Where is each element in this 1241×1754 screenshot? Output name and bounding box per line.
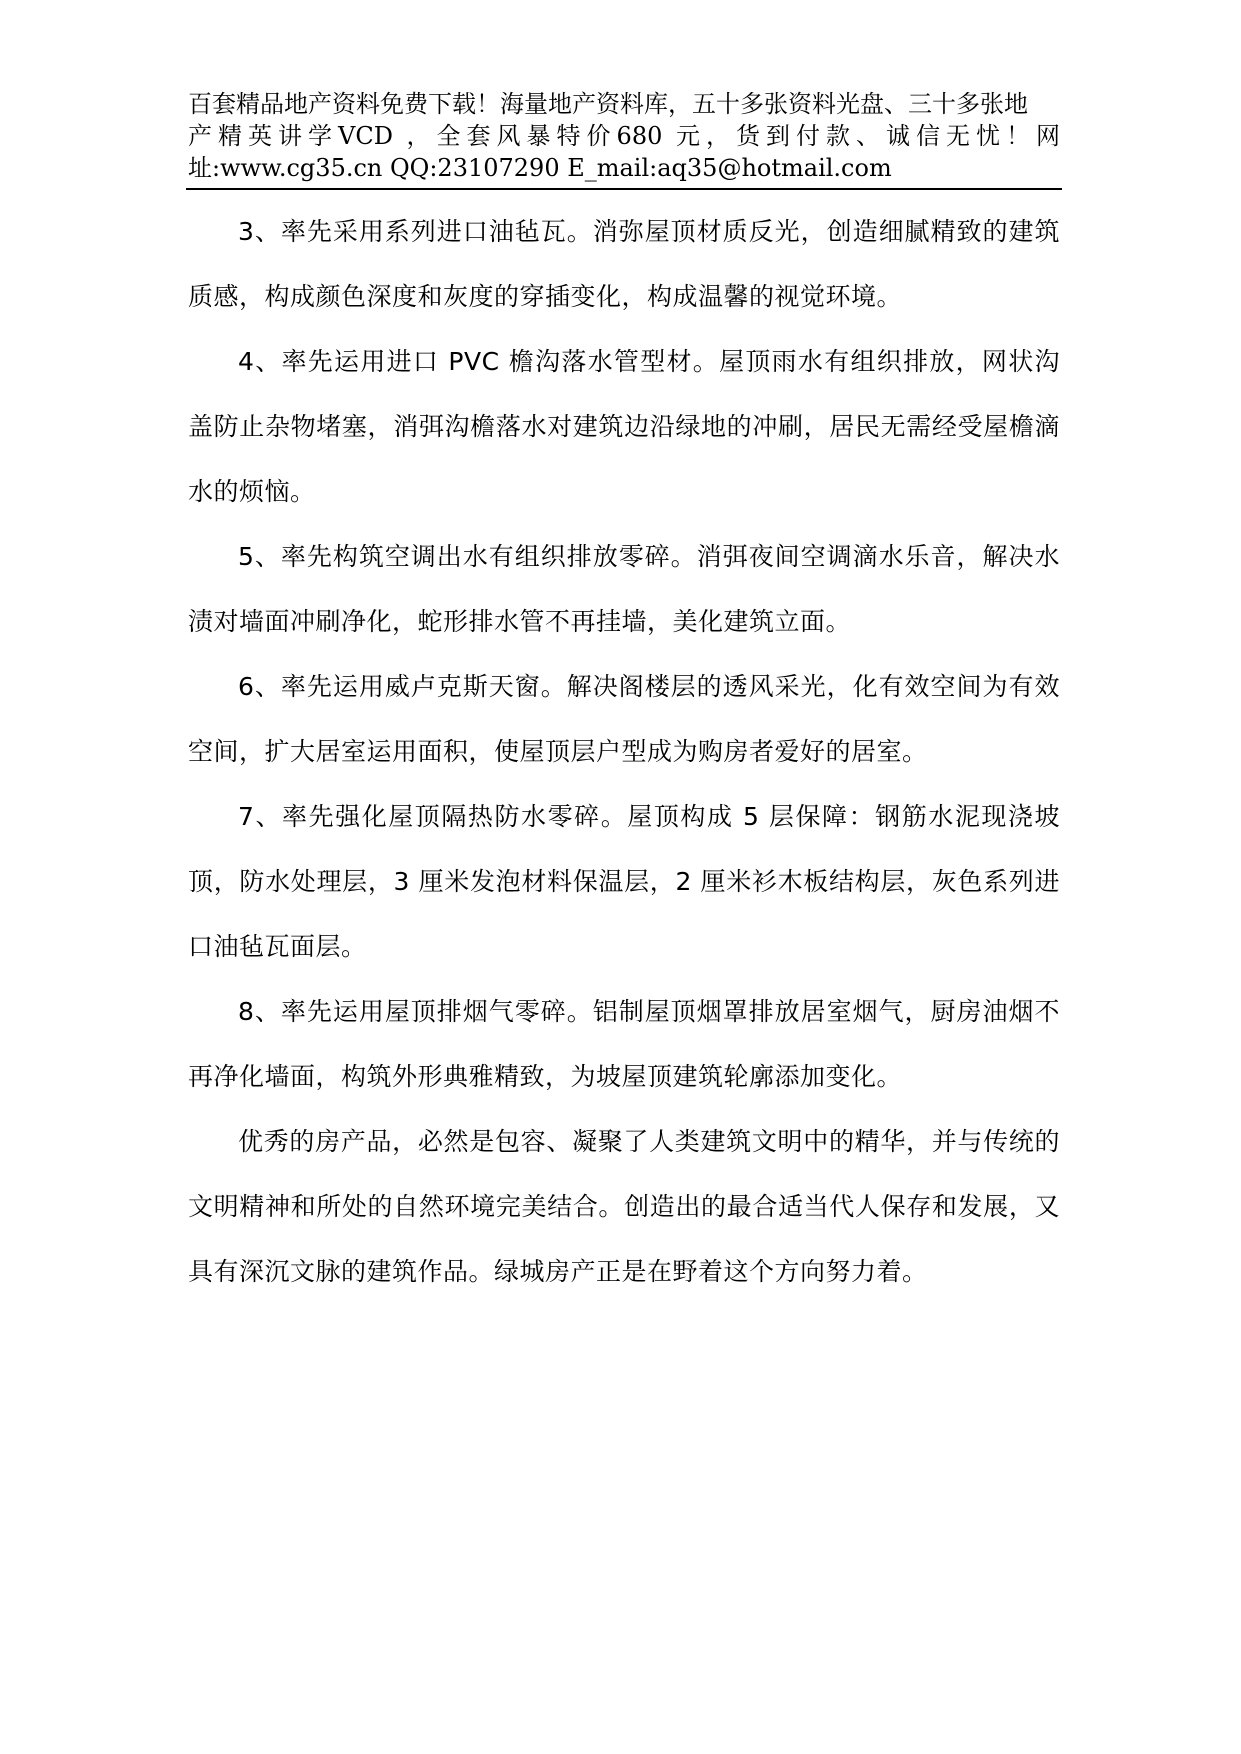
paragraph-conclusion: 优秀的房产品，必然是包容、凝聚了人类建筑文明中的精华，并与传统的文明精神和所处的自然环境完美结合。创造出的最合适当代人保存和发展，又具有深沉文脉的建筑作品。绿城房产正是在野着这个方向努力着。: [188, 1127, 1060, 1286]
paragraph-4-pvc-gutter: 4、率先运用进口 PVC 檐沟落水管型材。屋顶雨水有组织排放，网状沟盖防止杂物堵塞，消弭沟檐落水对建筑边沿绿地的冲刷，居民无需经受屋檐滴水的烦恼。: [188, 347, 1060, 506]
header-divider: [186, 188, 1062, 190]
paragraph-8-roof-exhaust: 8、率先运用屋顶排烟气零碎。铝制屋顶烟罩排放居室烟气，厨房油烟不再净化墙面，构筑外形典雅精致，为坡屋顶建筑轮廓添加变化。: [188, 997, 1060, 1091]
header-line-1: 百套精品地产资料免费下载！海量地产资料库，五十多张资料光盘、三十多张地: [188, 90, 1028, 118]
paragraph-6-skylight: 6、率先运用威卢克斯天窗。解决阁楼层的透风采光，化有效空间为有效空间，扩大居室运用面积，使屋顶层户型成为购房者爱好的居室。: [188, 672, 1060, 766]
paragraph-5-ac-drainage: 5、率先构筑空调出水有组织排放零碎。消弭夜间空调滴水乐音，解决水渍对墙面冲刷净化，蛇形排水管不再挂墙，美化建筑立面。: [188, 542, 1060, 636]
header-line-3: 址:www.cg35.cn QQ:23107290 E_mail:aq35@hotmail.com: [188, 154, 892, 182]
page-header: [188, 88, 1060, 184]
paragraph-3-roof-tiles: 3、率先采用系列进口油毡瓦。消弥屋顶材质反光，创造细腻精致的建筑质感，构成颜色深度和灰度的穿插变化，构成温馨的视觉环境。: [188, 217, 1060, 311]
header-line-2: 产精英讲学VCD ，全套风暴特价680 元，货到付款、诚信无忧！网: [188, 122, 1060, 150]
paragraph-7-roof-insulation: 7、率先强化屋顶隔热防水零碎。屋顶构成 5 层保障：钢筋水泥现浇坡顶，防水处理层，3 厘米发泡材料保温层，2 厘米衫木板结构层，灰色系列进口油毡瓦面层。: [188, 802, 1060, 961]
document-body: [188, 199, 1060, 1304]
